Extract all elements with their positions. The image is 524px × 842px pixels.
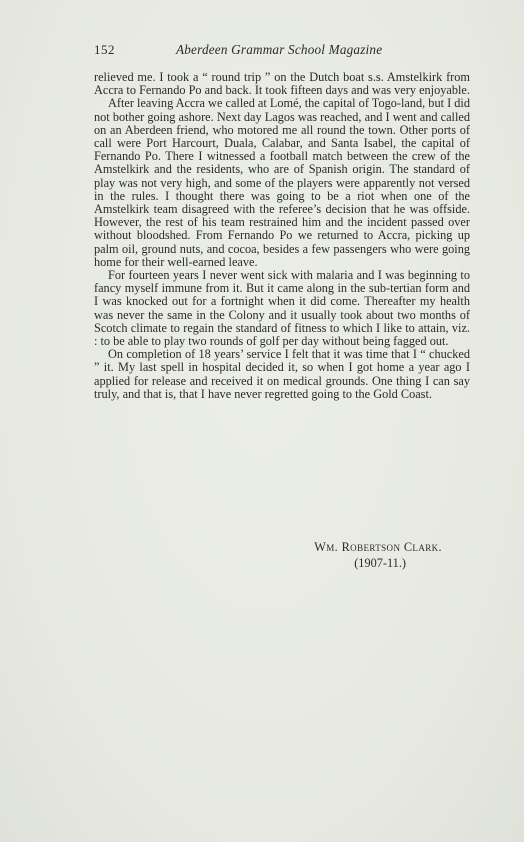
author-name: Wm. Robertson Clark. (314, 540, 442, 554)
author-signature (94, 540, 470, 571)
running-title: Aberdeen Grammar School Magazine (176, 42, 383, 57)
paragraph: After leaving Accra we called at Lomé, the capital of Togo-land, but I did not bother going ashore. Next day Lagos was reached, and I went and called on an Aberdeen friend, who motored me all round the town. Other ports of call were Port Harcourt, Duala, Calabar, and Santa Isabel, the capital of Fernando Po. There I witnessed a football match between the crew of the Amstelkirk and the residents, who are of Spanish origin. The standard of play was not very high, and some of the players were apparently not versed in the rules. I thought there was going to be a riot when one of the Amstelkirk team disagreed with the referee’s decision that he was offside. However, the rest of his team restrained him and the incident passed over without bloodshed. From Fernando Po we returned to Accra, picking up palm oil, ground nuts, and cocoa, besides a few passengers who were going home for their well-earned leave. (94, 96, 470, 269)
author-years: (1907-11.) (354, 556, 406, 570)
paragraph: On completion of 18 years’ service I felt that it was time that I “ chucked ” it. My last spell in hospital decided it, so when I got home a year ago I applied for release and received it on medical grounds. One thing I can say truly, and that is, that I have never regretted going to the Gold Coast. (94, 347, 470, 401)
paragraph: relieved me. I took a “ round trip ” on the Dutch boat s.s. Amstelkirk from Accra to Fernando Po and back. It took fifteen days and was very enjoyable. (94, 70, 470, 98)
paragraph: For fourteen years I never went sick with malaria and I was beginning to fancy myself immune from it. But it came along in the sub-tertian form and I was knocked out for a fortnight when it did come. Thereafter my health was never the same in the Colony and it usually took about two months of Scotch climate to regain the standard of fitness to which I like to attain, viz. : to be able to play two rounds of golf per day without being fagged out. (94, 268, 470, 349)
article-body (94, 71, 470, 401)
page-number: 152 (94, 42, 115, 57)
page-header (94, 42, 472, 60)
